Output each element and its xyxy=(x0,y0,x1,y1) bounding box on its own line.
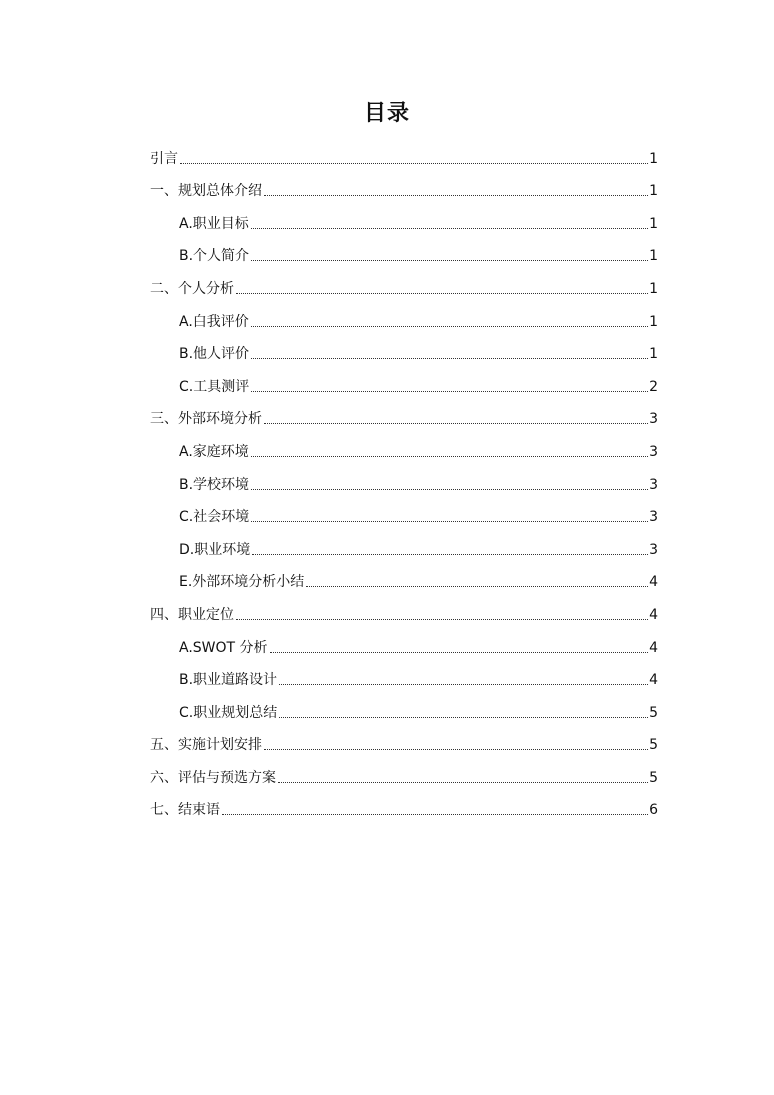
toc-entry-label: 一、规划总体介绍 xyxy=(150,183,262,200)
toc-entry[interactable] xyxy=(150,172,658,205)
toc-list xyxy=(150,139,658,823)
toc-entry-label: 二、个人分析 xyxy=(150,280,234,297)
toc-dot-leader xyxy=(251,456,648,457)
toc-entry-page-number: 1 xyxy=(649,346,658,363)
toc-entry-label: B.学校环境 xyxy=(179,476,250,493)
toc-entry-page-number: 4 xyxy=(649,639,658,656)
toc-entry-page-number: 3 xyxy=(649,541,658,558)
toc-dot-leader xyxy=(251,521,648,522)
toc-entry-label: A.白我评价 xyxy=(179,313,249,330)
toc-dot-leader xyxy=(251,326,648,327)
toc-entry[interactable] xyxy=(150,465,658,498)
toc-entry-label: 四、职业定位 xyxy=(150,606,234,623)
toc-entry-label: C.工具测评 xyxy=(179,378,250,395)
toc-entry-label: C.职业规划总结 xyxy=(179,704,278,721)
toc-dot-leader xyxy=(264,195,648,196)
toc-entry[interactable] xyxy=(150,335,658,368)
toc-entry-label: 七、结束语 xyxy=(150,802,220,819)
toc-entry[interactable] xyxy=(150,693,658,726)
toc-entry-page-number: 4 xyxy=(649,606,658,623)
toc-entry-label: A.家庭环境 xyxy=(179,443,249,460)
toc-entry-page-number: 3 xyxy=(649,411,658,428)
toc-entry-label: A.SWOT 分析 xyxy=(179,639,268,656)
toc-entry-page-number: 5 xyxy=(649,704,658,721)
toc-entry-page-number: 2 xyxy=(649,378,658,395)
toc-entry-label: 引言 xyxy=(150,150,178,167)
toc-dot-leader xyxy=(251,228,648,229)
toc-dot-leader xyxy=(278,782,648,783)
toc-dot-leader xyxy=(180,163,648,164)
toc-entry[interactable] xyxy=(150,237,658,270)
toc-entry[interactable] xyxy=(150,139,658,172)
toc-entry[interactable] xyxy=(150,432,658,465)
toc-entry-page-number: 1 xyxy=(649,183,658,200)
toc-entry[interactable] xyxy=(150,400,658,433)
toc-entry-label: B.职业道路设计 xyxy=(179,672,278,689)
toc-entry-page-number: 1 xyxy=(649,248,658,265)
toc-dot-leader xyxy=(252,554,648,555)
toc-dot-leader xyxy=(251,260,648,261)
toc-dot-leader xyxy=(251,358,648,359)
toc-entry-label: 五、实施计划安排 xyxy=(150,737,262,754)
toc-dot-leader xyxy=(236,293,648,294)
toc-entry-page-number: 3 xyxy=(649,476,658,493)
toc-entry-page-number: 3 xyxy=(649,509,658,526)
toc-entry[interactable] xyxy=(150,791,658,824)
toc-entry[interactable] xyxy=(150,563,658,596)
toc-dot-leader xyxy=(251,391,648,392)
toc-entry-page-number: 1 xyxy=(649,313,658,330)
toc-dot-leader xyxy=(306,586,648,587)
toc-entry[interactable] xyxy=(150,498,658,531)
toc-entry-page-number: 5 xyxy=(649,737,658,754)
toc-entry-label: D.职业环境 xyxy=(179,541,251,558)
toc-entry-page-number: 5 xyxy=(649,769,658,786)
toc-entry[interactable] xyxy=(150,302,658,335)
toc-dot-leader xyxy=(236,619,648,620)
toc-dot-leader xyxy=(264,749,648,750)
toc-dot-leader xyxy=(279,717,648,718)
toc-title: 目录 xyxy=(363,101,410,126)
toc-entry-page-number: 3 xyxy=(649,443,658,460)
toc-entry-label: 六、评估与预选方案 xyxy=(150,769,276,786)
toc-entry-page-number: 1 xyxy=(649,150,658,167)
toc-entry[interactable] xyxy=(150,628,658,661)
toc-entry-page-number: 4 xyxy=(649,574,658,591)
toc-entry-label: B.个人简介 xyxy=(179,248,250,265)
toc-entry[interactable] xyxy=(150,269,658,302)
toc-entry-label: A.职业目标 xyxy=(179,215,249,232)
toc-entry-label: C.社会环境 xyxy=(179,509,250,526)
toc-entry[interactable] xyxy=(150,758,658,791)
toc-dot-leader xyxy=(270,652,649,653)
toc-entry[interactable] xyxy=(150,367,658,400)
toc-dot-leader xyxy=(264,423,648,424)
toc-entry-label: B.他人评价 xyxy=(179,346,250,363)
toc-dot-leader xyxy=(222,814,648,815)
toc-entry-page-number: 6 xyxy=(649,802,658,819)
toc-entry[interactable] xyxy=(150,204,658,237)
toc-entry[interactable] xyxy=(150,726,658,759)
toc-entry-page-number: 4 xyxy=(649,672,658,689)
toc-dot-leader xyxy=(251,489,648,490)
toc-entry-page-number: 1 xyxy=(649,215,658,232)
toc-entry-label: E.外部环境分析小结 xyxy=(179,574,305,591)
toc-entry-label: 三、外部环境分析 xyxy=(150,411,262,428)
toc-entry[interactable] xyxy=(150,595,658,628)
toc-entry[interactable] xyxy=(150,530,658,563)
toc-entry[interactable] xyxy=(150,661,658,694)
toc-dot-leader xyxy=(279,684,648,685)
toc-entry-page-number: 1 xyxy=(649,280,658,297)
